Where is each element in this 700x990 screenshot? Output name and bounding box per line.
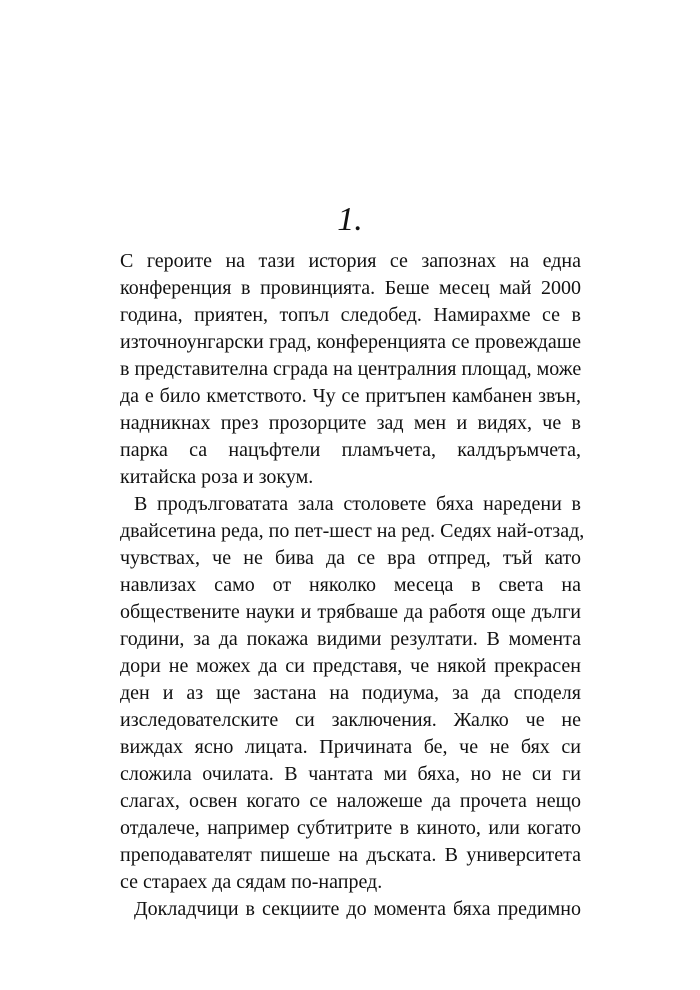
chapter-body [120, 248, 585, 923]
text-line: китайска роза и зокум. [120, 466, 314, 488]
text-line: парка са нацъфтели пламъчета, калдъръмчета, [120, 439, 581, 461]
text-line: в представителна сграда на централния площад, може [120, 358, 582, 380]
text-line: дори не можех да си представя, че някой прекрасен [120, 655, 581, 677]
paragraph-2 [120, 491, 585, 896]
text-line: да е било кметството. Чу се притъпен камбанен звън, [120, 385, 581, 407]
text-line: година, приятен, топъл следобед. Намирахме се в [120, 304, 581, 326]
text-line: чувствах, че не бива да се вра отпред, тъй като [120, 547, 581, 569]
text-line: слагах, освен когато се наложеше да прочета нещо [120, 790, 581, 812]
text-line: години, за да покажа видими резултати. В момента [120, 628, 581, 650]
paragraph-3 [120, 896, 581, 923]
text-line: конференция в провинцията. Беше месец май 2000 [120, 277, 581, 299]
text-line: С героите на тази история се запознах на една [120, 250, 581, 272]
text-line: ден и аз ще застана на подиума, за да споделя [120, 682, 581, 704]
text-line: източноунгарски град, конференцията се провеждаше [120, 331, 581, 353]
text-line: виждах ясно лицата. Причината бе, че не бях си [120, 736, 581, 758]
text-line: надникнах през прозорците зад мен и видях, че в [120, 412, 581, 434]
text-line: сложила очилата. В чантата ми бяха, но не си ги [120, 763, 581, 785]
text-line: Докладчици в секциите до момента бяха предимно [134, 898, 581, 920]
text-line: обществените науки и трябваше да работя още дълги [120, 601, 581, 623]
text-line: В продълговатата зала столовете бяха наредени в [134, 493, 581, 515]
text-line: преподавателят пишеше на дъската. В университета [120, 844, 581, 866]
chapter-number: 1. [337, 201, 363, 238]
text-line: изследователските си заключения. Жалко че не [120, 709, 581, 731]
text-line: отдалече, например субтитрите в киното, или когато [120, 817, 581, 839]
text-line: се стараех да сядам по-напред. [120, 871, 383, 893]
paragraph-1 [120, 248, 581, 491]
text-line: двайсетина реда, по пет-шест на ред. Седях най-отзад, [120, 520, 585, 542]
text-line: навлизах само от няколко месеца в света на [120, 574, 581, 596]
